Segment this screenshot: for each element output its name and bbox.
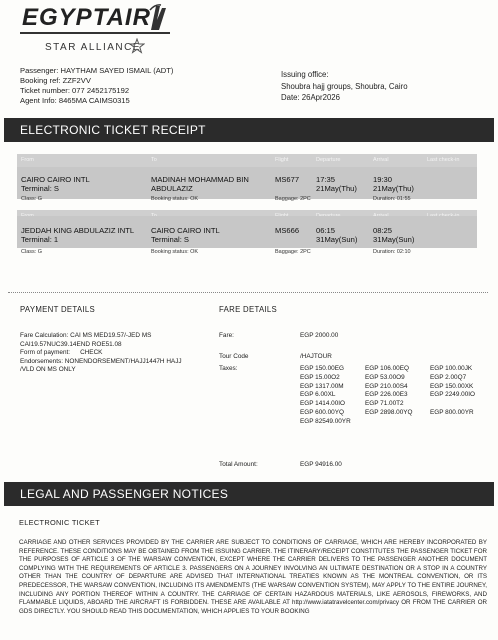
payment-details-title: PAYMENT DETAILS (20, 305, 95, 314)
legal-notice-text: CARRIAGE AND OTHER SERVICES PROVIDED BY THE CARRIER ARE SUBJECT TO CONDITIONS OF CARRIAGE, WHICH ARE HEREBY INCORPORATED BY REFERENCE. THESE CONDITIONS MAY BE OBTAINED FROM THE ISSUING CARRIER. THE ITINERARY/RECEIPT CONSTITUTES THE PASSENGER TICKET FOR THE PURPOSES OF ARTICLE 3 OF THE WARSAW CONVENTION, EXCEPT WHERE THE CARRIER DELIVERS TO THE PASSENGER ANOTHER DOCUMENT COMPLYING WITH THE REQUIREMENTS OF ARTICLE 3. PASSENGERS ON A JOURNEY INVOLVING AN ULTIMATE DESTINATION OR A STOP IN A COUNTRY OTHER THAN THE COUNTRY OF DEPARTURE ARE ADVISED THAT INTERNATIONAL TREATIES KNOWN AS THE MONTREAL CONVENTION, OR ITS PREDECESSOR, THE WARSAW CONVENTION, INCLUDING ITS AMENDMENTS (THE WARSAW CONVENTION SYSTEM), MAY APPLY TO THE ENTIRE JOURNEY, INCLUDING ANY PORTION THEREOF WITHIN A COUNTRY. THE CARRIAGE OF CERTAIN HAZARDOUS MATERIALS, LIKE AEROSOLS, FIREWORKS, AND FLAMMABLE LIQUIDS, ABOARD THE AIRCRAFT IS FORBIDDEN. THESE ARE AVAILABLE AT http://www.iatatravelcenter.com/privacy OR FROM THE CARRIER OR GDS DIRECTLY. YOU SHOULD READ THIS DOCUMENTATION, WHICH APPLIES TO YOUR BOOKING (19, 539, 487, 615)
tax-item: EGP 600.00YQ (300, 408, 344, 416)
flight-from-terminal: Terminal: 1 (21, 235, 59, 244)
taxes-label: Taxes: (219, 365, 238, 372)
flight-details-1 (17, 195, 477, 205)
tax-item: EGP 71.00T2 (365, 400, 404, 408)
flight-to: MADINAH MOHAMMAD BIN ABDULAZIZ (151, 175, 249, 193)
total-amount-label: Total Amount: (219, 461, 258, 468)
total-amount-value: EGP 94916.00 (300, 461, 342, 468)
section-divider (8, 292, 488, 293)
tax-item: EGP 15.00O2 (300, 373, 340, 381)
tax-item: EGP 2898.00YQ (365, 408, 413, 416)
tax-item: EGP 150.00XK (430, 382, 474, 390)
col-to: To (151, 157, 157, 163)
issue-date: Date: 26Apr2026 (281, 93, 340, 102)
baggage: Baggage: 2PC (275, 196, 311, 202)
col-departure: Departure (316, 157, 341, 163)
legal-subtitle: ELECTRONIC TICKET (19, 518, 100, 527)
tax-item: EGP 6.00XL (300, 391, 336, 399)
horus-falcon-icon (147, 2, 169, 32)
egyptair-logo: EGYPTAIR (22, 4, 151, 31)
tax-item: EGP 1414.00IO (300, 400, 346, 408)
tax-item: EGP 150.00EG (300, 365, 344, 372)
col-last-checkin: Last check-in (427, 157, 460, 163)
flight-arr-date: 21May(Thu) (373, 184, 414, 193)
tax-item (430, 400, 496, 409)
col-flight: Flight (275, 157, 289, 163)
flight-dep-time: 17:35 (316, 175, 336, 184)
tax-item: EGP 1317.00M (300, 382, 344, 390)
col-arrival: Arrival (373, 157, 389, 163)
flight-to: CAIRO CAIRO INTL (151, 226, 220, 235)
tour-code-label: Tour Code (219, 353, 249, 360)
agent-info: Agent Info: 8465MA CAIMS0315 (20, 96, 130, 105)
flight-header (17, 154, 477, 167)
flight-from: CAIRO CAIRO INTL (21, 175, 90, 184)
endorsements-1: Endorsements: NONENDORSEMENT/HAJJ1447H HAJJ (20, 357, 182, 365)
tour-code-value: /HAJTOUR (300, 353, 332, 360)
fare-value: EGP 2000.00 (300, 332, 339, 339)
flight-arr-time: 19:30 (373, 175, 393, 184)
flight-dep-date: 21May(Thu) (316, 184, 357, 193)
flight-dep-date: 31May(Sun) (316, 235, 358, 244)
col-from: From (21, 157, 34, 163)
baggage: Baggage: 2PC (275, 249, 311, 255)
booking-ref: Booking ref: ZZF2VV (20, 76, 91, 85)
tax-item (365, 418, 430, 427)
issuing-office-label: Issuing office: (281, 70, 329, 79)
tax-item: EGP 226.00E3 (365, 391, 408, 399)
payment-details (20, 332, 210, 375)
issuing-office (281, 69, 408, 104)
legal-title-bar: LEGAL AND PASSENGER NOTICES (4, 482, 494, 506)
fare-details-title: FARE DETAILS (219, 305, 278, 314)
flight-row-2 (17, 216, 477, 248)
flight-arr-date: 31May(Sun) (373, 235, 415, 244)
tax-item: EGP 82549.00YR (300, 417, 351, 425)
flight-number: MS677 (275, 175, 300, 184)
payment-form-value: CHECK (80, 349, 103, 356)
tax-item (430, 418, 496, 427)
star-alliance-label: STAR ALLIANCE (45, 42, 142, 53)
endorsements-2: /VLD ON MS ONLY (20, 366, 76, 373)
tax-item: EGP 100.00JK (430, 365, 473, 372)
taxes-grid (300, 365, 496, 427)
flight-number: MS666 (275, 226, 300, 235)
ticket-number: Ticket number: 077 2452175192 (20, 86, 130, 95)
duration: Duration: 02:10 (373, 249, 411, 255)
booking-status: Booking status: OK (151, 249, 199, 255)
flight-details-2 (17, 248, 477, 258)
flight-class: Class: G (21, 249, 43, 255)
passenger-info (20, 66, 173, 106)
flight-from-terminal: Terminal: S (21, 184, 59, 193)
flight-dep-time: 06:15 (316, 226, 336, 235)
tax-item: EGP 106.00EQ (365, 365, 409, 372)
payment-form-label: Form of payment: (20, 349, 71, 356)
receipt-title-bar: ELECTRONIC TICKET RECEIPT (4, 118, 494, 142)
tax-item: EGP 800.00YR (430, 408, 474, 416)
flight-from: JEDDAH KING ABDULAZIZ INTL (21, 226, 135, 235)
flight-arr-time: 08:25 (373, 226, 393, 235)
booking-status: Booking status: OK (151, 196, 199, 202)
fare-calculation-1: Fare Calculation: CAI MS MED19.57/-JED MS (20, 332, 152, 339)
tax-item: EGP 2.00Q7 (430, 373, 467, 381)
logo-underline (20, 32, 170, 34)
issuing-office-name: Shoubra hajj groups, Shoubra, Cairo (281, 81, 408, 91)
tax-item: EGP 2249.00IO (430, 391, 476, 399)
tax-item: EGP 53.00O9 (365, 373, 405, 381)
flight-to-terminal: Terminal: S (151, 235, 189, 244)
fare-calculation-2: CAI19.57NUC39.14END ROE51.08 (20, 340, 122, 348)
tax-item: EGP 210.00S4 (365, 382, 408, 390)
flight-class: Class: G (21, 196, 43, 202)
fare-label: Fare: (219, 332, 234, 339)
passenger-name: Passenger: HAYTHAM SAYED ISMAIL (ADT) (20, 66, 174, 75)
star-alliance-icon (129, 38, 145, 54)
duration: Duration: 01:55 (373, 196, 411, 202)
